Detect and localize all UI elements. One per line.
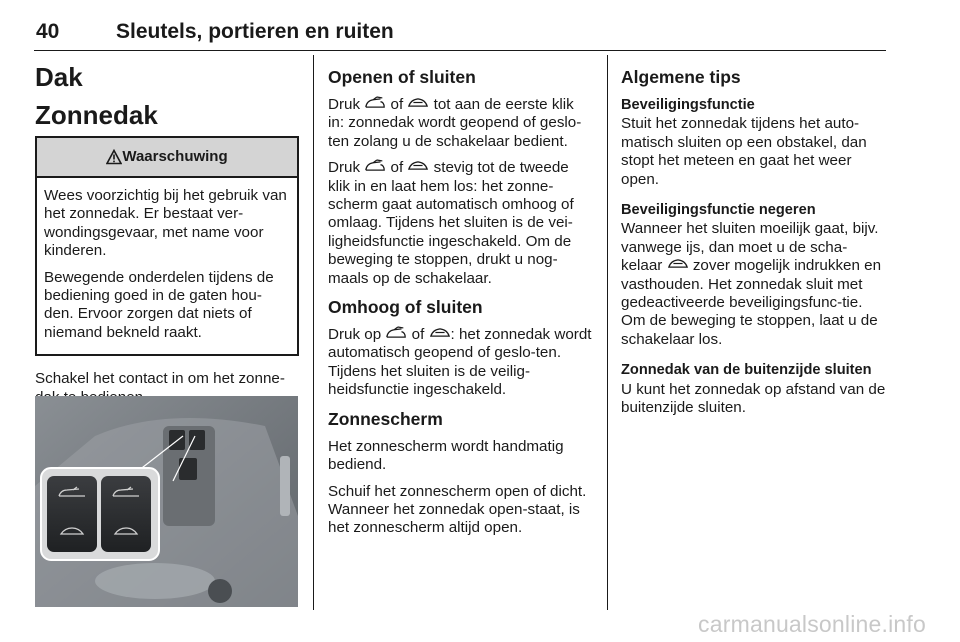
paragraph-contact: Schakel het contact in om het zonne- <box>35 370 285 388</box>
paragraph-beveiligingsfunctie: Stuit het zonnedak tijdens het auto-matisch sluiten op een obstakel, dan stopt het meteen en gaat het weer open. <box>621 115 867 188</box>
heading-openen-sluiten: Openen of sluiten <box>328 67 476 87</box>
column-2 <box>328 60 594 546</box>
sunroof-slide-icon <box>667 257 689 270</box>
paragraph-openen <box>328 96 594 151</box>
heading-beveiligingsfunctie-negeren: Beveiligingsfunctie negeren <box>621 202 816 219</box>
chapter-title: Sleutels, portieren en ruiten <box>116 20 394 43</box>
sunroof-slide-icon <box>429 326 451 339</box>
heading-zonnedak: Zonnedak <box>35 100 158 130</box>
text-fragment: of <box>407 326 429 344</box>
text-fragment: of <box>386 96 408 113</box>
sunroof-slide-icon <box>407 96 429 109</box>
column-divider-2 <box>607 55 608 610</box>
warning-body <box>37 178 297 354</box>
warning-triangle-icon <box>106 149 122 165</box>
paragraph-negeren <box>621 220 887 349</box>
text-fragment: Druk op <box>328 326 386 344</box>
sunroof-switch-photo <box>35 396 298 607</box>
heading-beveiligingsfunctie: Beveiligingsfunctie <box>621 97 755 113</box>
sunroof-tilt-icon <box>385 326 407 339</box>
paragraph-zonnescherm-2: Schuif het zonnescherm open of dicht. Wanneer het zonnedak open-staat, is het zonnescherm altijd open. <box>328 482 587 537</box>
warning-title: Waarschuwing <box>122 147 228 165</box>
paragraph-stevig <box>328 159 594 288</box>
heading-zonnescherm: Zonnescherm <box>328 408 443 429</box>
page-number: 40 <box>36 20 60 43</box>
heading-dak: Dak <box>35 62 83 92</box>
paragraph-zonnescherm-1: Het zonnescherm wordt handmatig bediend. <box>328 437 564 474</box>
text-fragment: : het zonnedak wordt automatisch geopend of geslo-ten. Tijdens het sluiten is de veilig-heidsfunctie ingeschakeld. <box>328 326 592 399</box>
text-fragment: of <box>386 159 408 177</box>
sunroof-tilt-icon <box>364 159 386 172</box>
text-fragment: Druk <box>328 96 365 113</box>
warning-paragraph-1: Wees voorzichtig bij het gebruik van het zonnedak. Er bestaat ver-wondingsgevaar, met name voor kinderen. <box>44 187 287 260</box>
sunroof-slide-icon <box>407 159 429 172</box>
warning-box <box>35 136 299 356</box>
watermark-text: carmanualsonline.info <box>698 611 926 637</box>
paragraph-buitenzijde: U kunt het zonnedak op afstand van de buitenzijde sluiten. <box>621 380 886 417</box>
heading-buitenzijde: Zonnedak van de buitenzijde sluiten <box>621 362 872 379</box>
paragraph-omhoog <box>328 326 594 400</box>
column-3 <box>621 60 887 426</box>
column-divider-1 <box>313 55 314 610</box>
text-fragment: zover mogelijk indrukken en vasthouden. Het zonnedak sluit met gedeactiveerde beveiligingsfunc-tie. Om de beweging te stoppen, laat u de schakelaar los. <box>621 257 882 348</box>
text-fragment: stevig tot de tweede klik in en laat hem los: het zonne-scherm gaat automatisch omhoog of omlaag. Tijdens het sluiten is de vei-ligheidsfunctie ingeschakeld. Om de beweging te stoppen, drukt u nog-maals op de schakelaar. <box>328 159 574 287</box>
header-rule <box>34 50 886 51</box>
heading-algemene-tips: Algemene tips <box>621 67 741 87</box>
sunroof-tilt-icon <box>364 96 386 109</box>
warning-header <box>37 138 297 178</box>
text-fragment: Druk <box>328 159 365 177</box>
heading-omhoog-sluiten: Omhoog of sluiten <box>328 297 483 318</box>
text-fragment: Wanneer het sluiten moeilijk gaat, bijv. vanwege ijs, dan moet u de scha-kelaar <box>621 220 879 275</box>
column-1 <box>35 60 299 415</box>
text-fragment: tot aan de eerste klik in: zonnedak wordt geopend of geslo-ten zolang u de schakelaar bedient. <box>328 96 582 150</box>
warning-paragraph-2: Bewegende onderdelen tijdens de bediening goed in de gaten hou-den. Ervoor zorgen dat niets of niemand bekneld raakt. <box>44 268 274 341</box>
